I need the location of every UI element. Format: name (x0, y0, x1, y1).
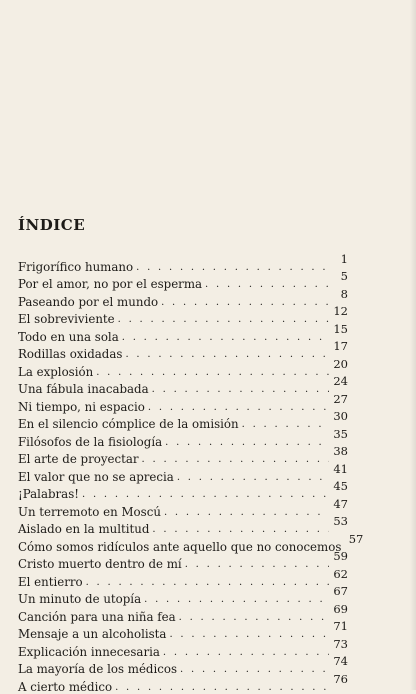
table-of-contents (18, 251, 364, 694)
toc-entry (18, 409, 348, 432)
toc-entry-title: Una fábula inacabada (18, 382, 149, 396)
toc-entry-page: 20 (333, 356, 348, 371)
dot-leader (180, 665, 329, 676)
dot-leader (164, 508, 329, 519)
page-edge-shadow (410, 0, 416, 690)
toc-entry (18, 531, 364, 554)
toc-entry-page: 53 (333, 514, 348, 528)
toc-entry-title: El arte de proyectar (18, 452, 139, 466)
dot-leader (177, 473, 329, 484)
toc-entry (18, 391, 348, 414)
toc-entry-page: 24 (333, 374, 348, 388)
toc-entry-title: La explosión (18, 364, 94, 379)
toc-entry (18, 566, 348, 589)
toc-entry-title: Paseando por el mundo (18, 294, 159, 309)
dot-leader (82, 490, 329, 501)
toc-entry-title: Aislado en la multitud (18, 522, 150, 536)
toc-entry-page: 38 (333, 444, 348, 458)
dot-leader (179, 613, 329, 624)
toc-entry-page: 76 (333, 671, 348, 686)
toc-entry (18, 339, 348, 362)
dot-leader (185, 560, 329, 571)
toc-entry (18, 549, 348, 572)
toc-entry-title: A cierto médico (18, 679, 113, 694)
toc-entry-page: 45 (333, 479, 348, 493)
toc-entry (18, 636, 348, 659)
dot-leader (96, 368, 329, 379)
dot-leader (205, 280, 329, 291)
toc-entry (18, 619, 348, 642)
toc-entry-title: Explicación innecesaria (18, 644, 160, 659)
toc-entry-title: La mayoría de los médicos (18, 662, 178, 676)
dot-leader (125, 350, 329, 361)
toc-entry (18, 269, 348, 292)
toc-entry (18, 304, 348, 327)
toc-entry-title: El valor que no se aprecia (18, 469, 174, 484)
toc-entry (18, 479, 348, 502)
index-heading: ÍNDICE (18, 216, 86, 234)
toc-entry-page: 30 (333, 409, 348, 423)
toc-entry (18, 444, 348, 467)
toc-entry-title: En el silencio cómplice de la omisión (18, 417, 239, 431)
toc-entry-title: Todo en una sola (18, 329, 119, 344)
toc-entry (18, 461, 348, 484)
dot-leader (148, 403, 329, 414)
toc-entry-page: 17 (333, 339, 348, 353)
toc-entry (18, 671, 348, 694)
toc-entry-page: 5 (340, 269, 348, 283)
toc-entry-page: 74 (333, 654, 348, 668)
toc-entry-title: Por el amor, no por el esperma (18, 277, 203, 291)
toc-entry-title: Cómo somos ridículos ante aquello que no conocemos (18, 539, 342, 554)
toc-entry-page: 73 (333, 636, 348, 651)
toc-entry-title: Cristo muerto dentro de mí (18, 557, 182, 571)
toc-entry-page: 57 (348, 531, 364, 546)
toc-entry-page: 69 (333, 601, 348, 616)
toc-entry (18, 426, 348, 449)
toc-entry (18, 496, 348, 519)
dot-leader (152, 525, 329, 536)
dot-leader (161, 298, 329, 309)
toc-entry (18, 356, 348, 379)
toc-entry-page: 1 (340, 251, 348, 266)
toc-entry (18, 374, 348, 397)
dot-leader (169, 630, 329, 641)
toc-entry-page: 47 (333, 496, 348, 511)
toc-entry (18, 584, 348, 607)
dot-leader (86, 578, 329, 589)
toc-entry-page: 41 (333, 461, 348, 476)
toc-entry-title: Rodillas oxidadas (18, 347, 123, 361)
toc-entry-title: Frigorífico humano (18, 259, 134, 274)
toc-entry (18, 251, 348, 274)
toc-entry (18, 286, 348, 309)
dot-leader (242, 420, 329, 431)
toc-entry-page: 59 (333, 549, 348, 563)
toc-entry-title: ¡Palabras! (18, 487, 80, 501)
dot-leader (136, 263, 329, 274)
toc-entry-title: Mensaje a un alcoholista (18, 627, 167, 641)
toc-entry (18, 514, 348, 537)
toc-entry (18, 654, 348, 677)
toc-entry-page: 12 (333, 304, 348, 318)
dot-leader (152, 385, 329, 396)
toc-entry-title: Canción para una niña fea (18, 609, 176, 624)
toc-entry (18, 601, 348, 624)
toc-entry-title: Un terremoto en Moscú (18, 504, 161, 519)
toc-entry-title: Ni tiempo, ni espacio (18, 399, 145, 414)
toc-entry-page: 67 (333, 584, 348, 598)
dot-leader (165, 438, 329, 449)
dot-leader (163, 648, 329, 659)
dot-leader (144, 595, 329, 606)
toc-entry-page: 8 (340, 286, 348, 301)
toc-entry-title: Filósofos de la fisiología (18, 434, 163, 449)
toc-entry-title: El sobreviviente (18, 312, 115, 326)
toc-entry-page: 71 (333, 619, 348, 633)
dot-leader (115, 683, 329, 694)
toc-entry-page: 27 (333, 391, 348, 406)
dot-leader (118, 315, 329, 326)
dot-leader (122, 333, 329, 344)
toc-entry-page: 15 (333, 321, 348, 336)
dot-leader (142, 455, 329, 466)
toc-entry-page: 35 (333, 426, 348, 441)
toc-entry-title: El entierro (18, 574, 83, 589)
toc-entry (18, 321, 348, 344)
toc-entry-title: Un minuto de utopía (18, 592, 142, 606)
toc-entry-page: 62 (333, 566, 348, 581)
